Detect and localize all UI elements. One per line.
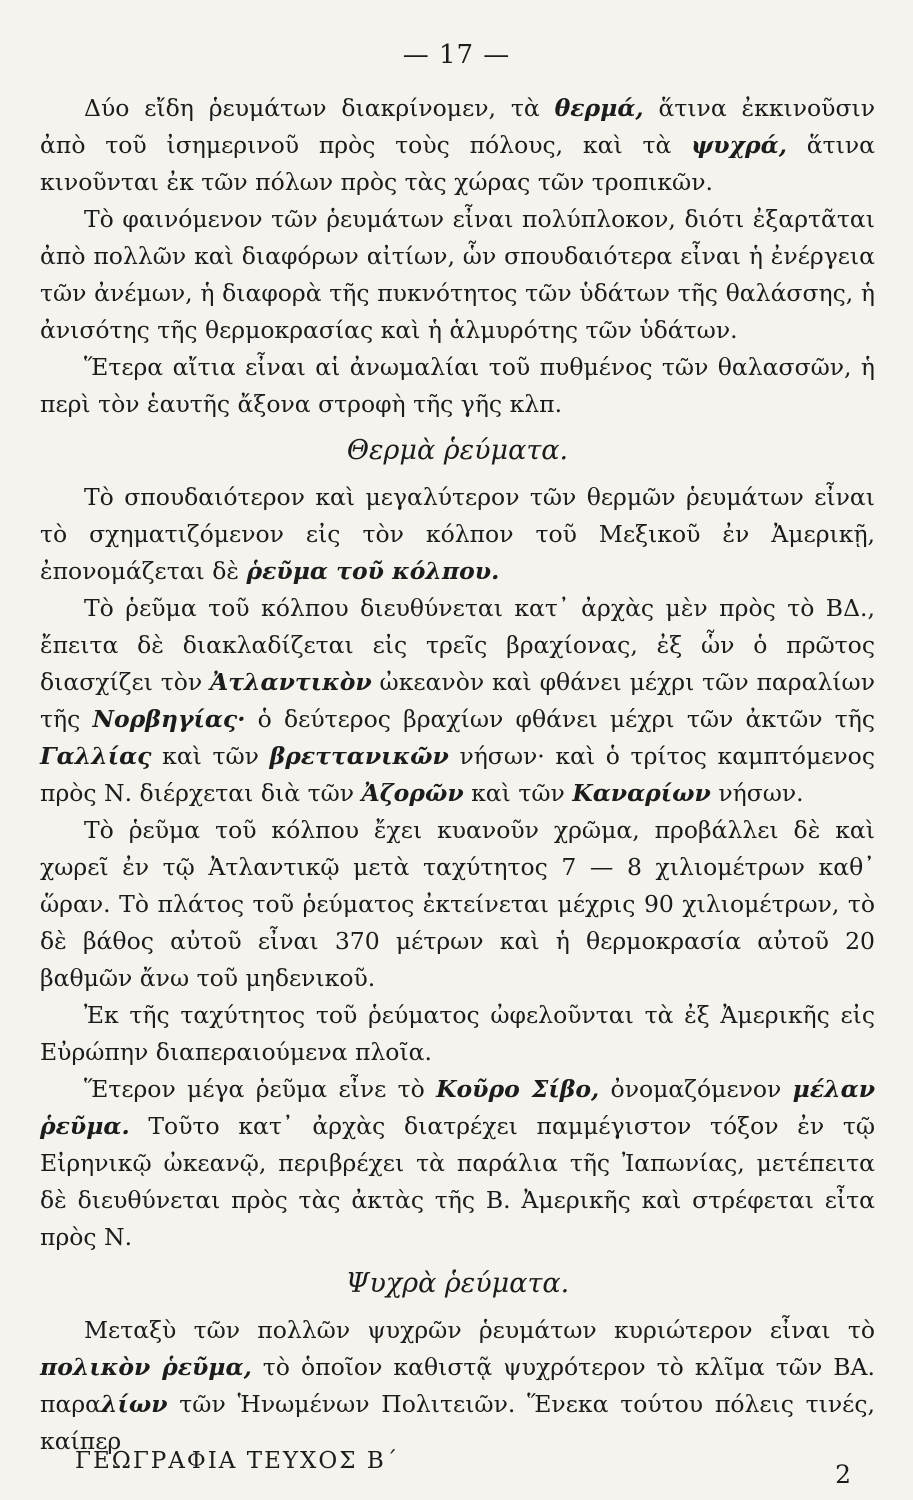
paragraph-ships: Ἐκ τῆς ταχύτητος τοῦ ῥεύματος ὠφελοῦνται τὰ ἐξ Ἀμερικῆς εἰς Εὐρώπην διαπεραιούμενα πλοῖα. [40,1001,875,1066]
heading-cold-currents: Ψυχρὰ ῥεύματα. [345,1268,570,1299]
paragraph-polar-current [40,1312,875,1460]
term-british: βρεττανικῶν [269,742,449,770]
text-run: ἅτινα κινοῦνται ἐκ τῶν πόλων πρὸς τὰς χώρας τῶν τροπικῶν. [40,131,875,196]
paragraph-current-types [40,90,875,201]
signature-mark: 2 [835,1460,853,1489]
page-body [40,90,875,1460]
paragraph-gulf-branches [40,590,875,812]
text-run: Τὸ ῥεῦμα τοῦ κόλπου διευθύνεται κατ᾽ ἀρχὰς μὲν πρὸς τὸ ΒΔ., ἔπειτα δὲ διακλαδίζεται εἰς τρεῖς βραχίονας, ἐξ ὧν ὁ πρῶτος διασχίζει τὸν [40,594,875,696]
paragraph-gulf-stream [40,479,875,590]
text-run: Ἕτερον μέγα ῥεῦμα εἶνε τὸ [84,1075,437,1103]
text-run: Μεταξὺ τῶν πολλῶν ψυχρῶν ῥευμάτων κυριώτερον εἶναι τὸ [84,1316,875,1344]
text-run: τὸ ὁποῖον καθιστᾷ ψυχρότερον τὸ κλῖμα τῶν ΒΑ. παρα [40,1353,875,1418]
page-number: — 17 — [402,40,511,70]
paragraph-other-causes: Ἕτερα αἴτια εἶναι αἱ ἀνωμαλίαι τοῦ πυθμένος τῶν θαλασσῶν, ἡ περὶ τὸν ἑαυτῆς ἄξονα στροφὴ τῆς γῆς κλπ. [40,353,875,418]
paragraph-causes: Τὸ φαινόμενον τῶν ῥευμάτων εἶναι πολύπλοκον, διότι ἐξαρτᾶται ἀπὸ πολλῶν καὶ διαφόρων αἰτίων, ὧν σπουδαιότερα εἶναι ἡ ἐνέργεια τῶν ἀνέμων, ἡ διαφορὰ τῆς πυκνότητος τῶν ὑδάτων τῆς θαλάσσης, ἡ ἀνισότης τῆς θερμοκρασίας καὶ ἡ ἁλμυρότης τῶν ὑδάτων. [40,205,875,344]
text-run: ὁ δεύτερος βραχίων φθάνει μέχρι τῶν ἀκτῶν τῆς [245,705,875,733]
text-run: ἅτινα ἐκκινοῦσιν ἀπὸ τοῦ ἰσημερινοῦ πρὸς τοὺς πόλους, καὶ τὰ [40,94,876,159]
term-atlantic: Ἀτλαντικὸν [209,668,372,696]
text-run: τῶν Ἡνωμένων Πολιτειῶν. Ἕνεκα τούτου πόλεις τινές, καίπερ [40,1390,875,1455]
text-run: Τὸ σπουδαιότερον καὶ μεγαλύτερον τῶν θερμῶν ῥευμάτων εἶναι τὸ σχηματιζόμενον εἰς τὸν κόλπον τοῦ Μεξικοῦ ἐν Ἀμερικῇ, ἐπονομάζεται δὲ [40,483,875,585]
term-canaries: Καναρίων [572,779,711,807]
term-france: Γαλλίας [40,742,152,770]
text-run: νήσων. [710,779,804,807]
paragraph-kuroshio [40,1071,875,1256]
paragraph-gulf-properties: Τὸ ῥεῦμα τοῦ κόλπου ἔχει κυανοῦν χρῶμα, προβάλλει δὲ καὶ χωρεῖ ἐν τῷ Ἀτλαντικῷ μετὰ ταχύτητος 7 — 8 χιλιομέτρων καθ᾽ ὥραν. Τὸ πλάτος τοῦ ῥεύματος ἐκτείνεται μέχρις 90 χιλιομέτρων, τὸ δὲ βάθος αὐτοῦ εἶναι 370 μέτρων καὶ ἡ θερμοκρασία αὐτοῦ 20 βαθμῶν ἄνω τοῦ μηδενικοῦ. [40,816,875,992]
page-footer [75,1448,853,1489]
term-gulf-stream: ῥεῦμα τοῦ κόλπου. [246,557,500,585]
term-norway: Νορβηγίας· [92,705,246,733]
text-run: ὠκεανὸν καὶ φθάνει μέχρι τῶν παραλίων τῆς [40,668,875,733]
footer-title: ΓΕΩΓΡΑΦΙΑ ΤΕΥΧΟΣ Β΄ [75,1448,400,1474]
text-run: Τοῦτο κατ᾽ ἀρχὰς διατρέχει παμμέγιστον τόξον ἐν τῷ Εἰρηνικῷ ὠκεανῷ, περιβρέχει τὰ παράλια τῆς Ἰαπωνίας, μετέπειτα δὲ διευθύνεται πρὸς τὰς ἀκτὰς τῆς Β. Ἀμερικῆς καὶ στρέφεται εἶτα πρὸς Ν. [40,1112,875,1251]
term-polar-current: πολικὸν ῥεῦμα, [40,1353,252,1381]
text-run: καὶ τῶν [151,742,270,770]
term-cold: ψυχρά, [691,131,787,159]
term-azores: Ἀζορῶν [361,779,464,807]
text-run: νήσων· καὶ ὁ τρίτος καμπτόμενος πρὸς Ν. διέρχεται διὰ τῶν [40,742,875,807]
text-run: καὶ τῶν [463,779,573,807]
term-warm: θερμά, [554,94,644,122]
term-kuroshio: Κοῦρο Σίβο, [436,1075,600,1103]
heading-warm-currents: Θερμὰ ῥεύματα. [346,435,569,466]
term-coasts: λίων [101,1390,168,1418]
term-black-current: μέλαν ῥεῦμα. [40,1075,876,1140]
text-run: Δύο εἴδη ῥευμάτων διακρίνομεν, τὰ [84,94,555,122]
text-run: ὀνομαζόμενον [599,1075,793,1103]
